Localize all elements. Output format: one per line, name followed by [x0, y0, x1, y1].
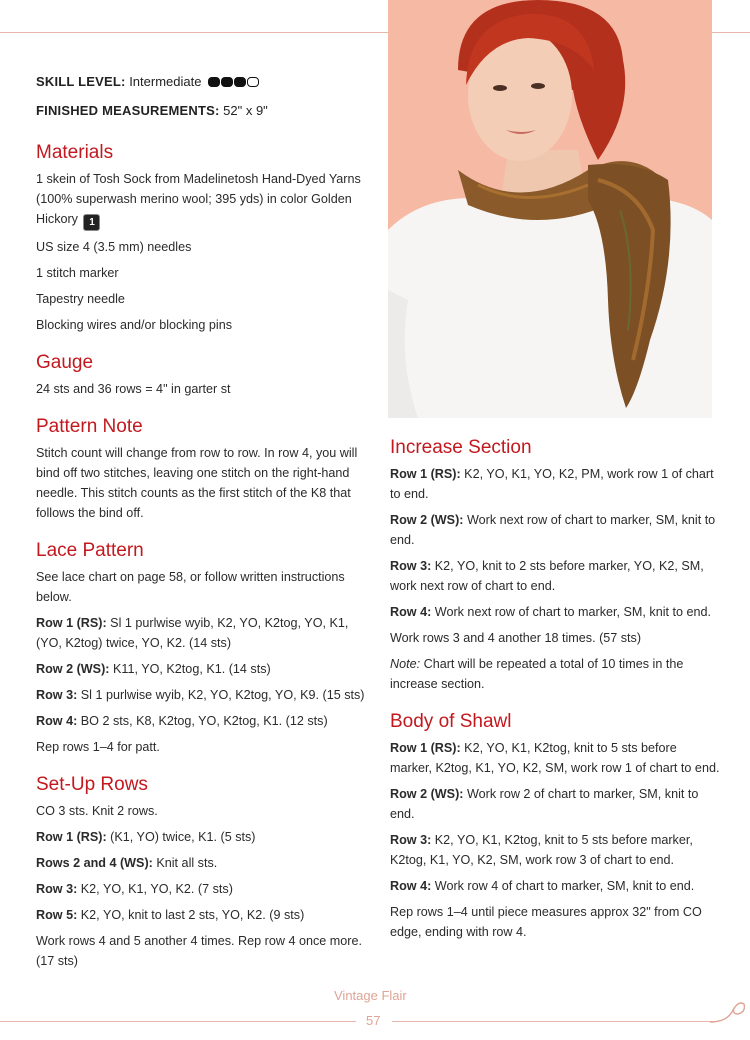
row-label: Row 5: — [36, 908, 78, 922]
increase-section-heading: Increase Section — [390, 437, 532, 458]
row-text: K2, YO, K1, YO, K2, PM, work row 1 of chart to end. — [390, 467, 714, 501]
row-label: Row 1 (RS): — [36, 616, 107, 630]
body-row — [390, 830, 720, 870]
lace-repeat: Rep rows 1–4 for patt. — [36, 740, 160, 754]
row-label: Row 3: — [36, 882, 78, 896]
swirl-ornament-icon — [706, 992, 746, 1032]
finished-measurements — [36, 97, 372, 125]
materials-yarn — [36, 169, 372, 231]
gauge-text: 24 sts and 36 rows = 4" in garter st — [36, 382, 231, 396]
footer-rule-right — [392, 1021, 714, 1022]
row-label: Row 2 (WS): — [390, 787, 464, 801]
increase-row — [390, 464, 720, 504]
lace-row — [36, 613, 372, 653]
lace-intro: See lace chart on page 58, or follow written instructions below. — [36, 570, 345, 604]
lace-pattern-heading: Lace Pattern — [36, 540, 144, 561]
row-text: Work row 2 of chart to marker, SM, knit to end. — [390, 787, 699, 821]
row-label: Row 4: — [390, 879, 432, 893]
skill-level-label: SKILL LEVEL: — [36, 74, 126, 89]
row-text: BO 2 sts, K8, K2tog, YO, K2tog, K1. (12 sts) — [80, 714, 328, 728]
page-number: 57 — [366, 1013, 381, 1028]
setup-row — [36, 905, 372, 925]
row-text: K2, YO, K1, K2tog, knit to 5 sts before marker, K2tog, K1, YO, K2, SM, work row 3 of chart to end. — [390, 833, 693, 867]
model-photo — [388, 0, 712, 418]
increase-note — [390, 654, 720, 694]
body-repeat: Rep rows 1–4 until piece measures approx 32" from CO edge, ending with row 4. — [390, 905, 702, 939]
left-column — [36, 68, 372, 977]
setup-row — [36, 853, 372, 873]
row-label: Row 3: — [36, 688, 78, 702]
note-label: Note: — [390, 657, 421, 671]
measurements-value: 52" x 9" — [223, 103, 268, 118]
row-text: Sl 1 purlwise wyib, K2, YO, K2tog, YO, K1, (YO, K2tog) twice, YO, K2. (14 sts) — [36, 616, 349, 650]
row-text: Work next row of chart to marker, SM, knit to end. — [434, 605, 712, 619]
skill-level-icon — [208, 69, 260, 97]
row-text: (K1, YO) twice, K1. (5 sts) — [110, 830, 256, 844]
increase-row — [390, 556, 720, 596]
materials-item: US size 4 (3.5 mm) needles — [36, 240, 192, 254]
row-text: Work row 4 of chart to marker, SM, knit to end. — [434, 879, 695, 893]
row-text: K2, YO, knit to last 2 sts, YO, K2. (9 sts) — [80, 908, 305, 922]
row-text: K2, YO, K1, K2tog, knit to 5 sts before marker, K2tog, K1, YO, K2, SM, work row 1 of chart to end. — [390, 741, 720, 775]
yarn-weight-icon: 1 — [83, 214, 100, 231]
row-text: K2, YO, K1, YO, K2. (7 sts) — [80, 882, 233, 896]
setup-intro: CO 3 sts. Knit 2 rows. — [36, 804, 158, 818]
setup-row — [36, 827, 372, 847]
book-title: Vintage Flair — [334, 988, 407, 1003]
materials-yarn-text: 1 skein of Tosh Sock from Madelinetosh Hand-Dyed Yarns (100% superwash merino wool; 395 yds) in color Golden Hickory — [36, 172, 361, 226]
footer-rule-left — [0, 1021, 356, 1022]
row-label: Row 2 (WS): — [390, 513, 464, 527]
skill-level — [36, 68, 372, 97]
skill-level-value: Intermediate — [129, 74, 202, 89]
row-label: Row 3: — [390, 559, 432, 573]
body-row — [390, 738, 720, 778]
body-row — [390, 784, 720, 824]
row-text: Knit all sts. — [156, 856, 218, 870]
materials-item: 1 stitch marker — [36, 266, 119, 280]
gauge-heading: Gauge — [36, 352, 94, 373]
materials-heading: Materials — [36, 142, 114, 163]
scarf-model-illustration — [388, 0, 712, 418]
pattern-note-heading: Pattern Note — [36, 416, 143, 437]
lace-row — [36, 685, 372, 705]
row-label: Row 1 (RS): — [390, 467, 461, 481]
body-of-shawl-heading: Body of Shawl — [390, 711, 512, 732]
increase-repeat: Work rows 3 and 4 another 18 times. (57 sts) — [390, 631, 642, 645]
lace-row — [36, 659, 372, 679]
setup-row — [36, 879, 372, 899]
row-text: K2, YO, knit to 2 sts before marker, YO, K2, SM, work next row of chart to end. — [390, 559, 704, 593]
note-text: Chart will be repeated a total of 10 times in the increase section. — [390, 657, 684, 691]
row-label: Row 2 (WS): — [36, 662, 110, 676]
measurements-label: FINISHED MEASUREMENTS: — [36, 103, 220, 118]
row-label: Row 1 (RS): — [36, 830, 107, 844]
materials-item: Tapestry needle — [36, 292, 125, 306]
right-column — [390, 436, 720, 948]
row-text: Work next row of chart to marker, SM, knit to end. — [390, 513, 716, 547]
row-label: Rows 2 and 4 (WS): — [36, 856, 153, 870]
lace-row — [36, 711, 372, 731]
row-text: Sl 1 purlwise wyib, K2, YO, K2tog, YO, K9. (15 sts) — [80, 688, 365, 702]
body-row — [390, 876, 720, 896]
row-label: Row 3: — [390, 833, 432, 847]
row-text: K11, YO, K2tog, K1. (14 sts) — [112, 662, 271, 676]
increase-row — [390, 510, 720, 550]
row-label: Row 4: — [36, 714, 78, 728]
materials-item: Blocking wires and/or blocking pins — [36, 318, 233, 332]
pattern-note-text: Stitch count will change from row to row. In row 4, you will bind off two stitches, leaving one stitch on the right-hand needle. This stitch counts as the first stitch of the K8 that follows the bind off. — [36, 446, 358, 520]
row-label: Row 1 (RS): — [390, 741, 461, 755]
setup-repeat: Work rows 4 and 5 another 4 times. Rep row 4 once more. (17 sts) — [36, 934, 362, 968]
row-label: Row 4: — [390, 605, 432, 619]
increase-row — [390, 602, 720, 622]
setup-rows-heading: Set-Up Rows — [36, 774, 148, 795]
